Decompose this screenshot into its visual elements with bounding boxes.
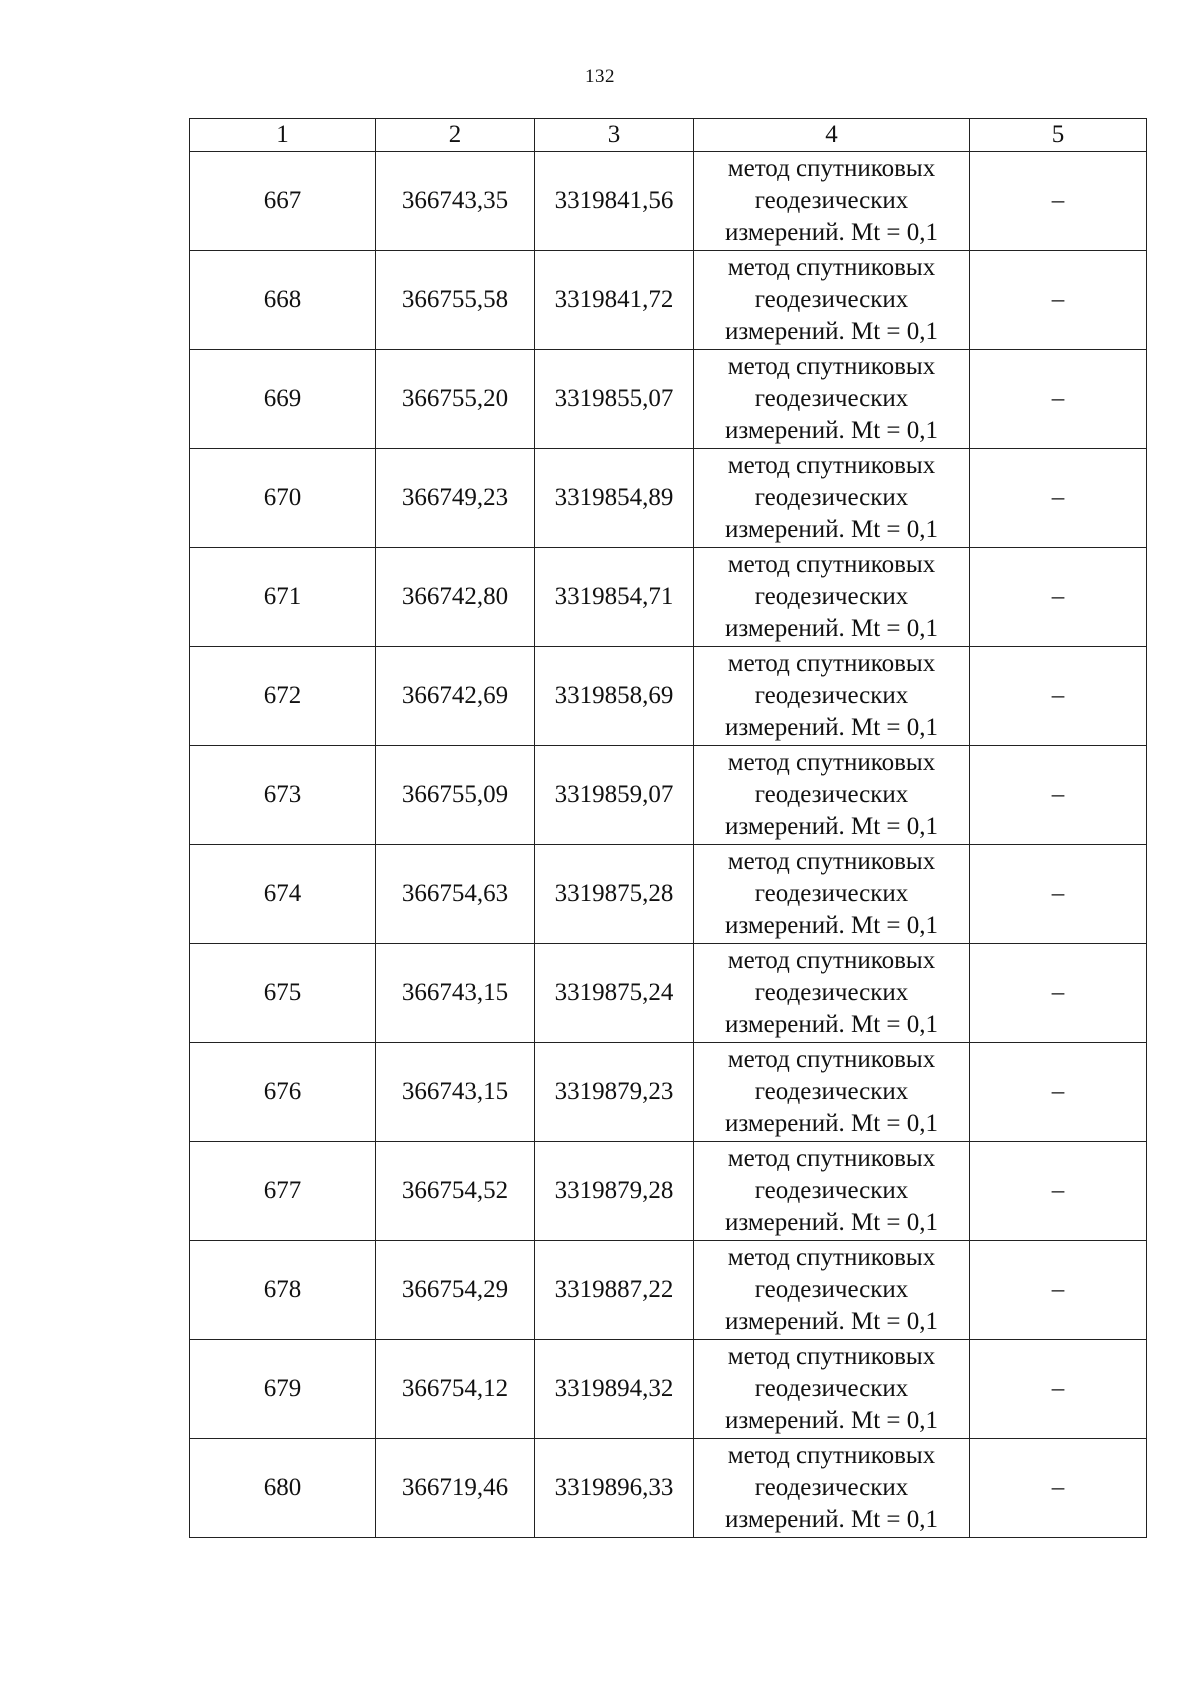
y-coordinate-cell: 3319855,07 xyxy=(535,350,694,449)
method-cell xyxy=(694,1340,970,1439)
method-cell xyxy=(694,1439,970,1538)
method-text-line: геодезических xyxy=(754,682,909,709)
table-row xyxy=(190,251,1147,350)
table-row xyxy=(190,1043,1147,1142)
point-number-cell: 673 xyxy=(190,746,376,845)
x-coordinate-cell: 366755,20 xyxy=(376,350,535,449)
y-coordinate-cell: 3319875,24 xyxy=(535,944,694,1043)
table-row xyxy=(190,1340,1147,1439)
method-text-line: измерений. Mt = 0,1 xyxy=(724,516,939,543)
y-coordinate-cell: 3319896,33 xyxy=(535,1439,694,1538)
y-coordinate-cell: 3319887,22 xyxy=(535,1241,694,1340)
point-number-cell: 677 xyxy=(190,1142,376,1241)
method-text-line: измерений. Mt = 0,1 xyxy=(724,813,939,840)
point-number-cell: 672 xyxy=(190,647,376,746)
note-cell: – xyxy=(970,449,1147,548)
point-number-cell: 676 xyxy=(190,1043,376,1142)
method-text-line: метод спутниковых xyxy=(727,650,936,677)
method-cell xyxy=(694,548,970,647)
table-row xyxy=(190,1439,1147,1538)
method-cell xyxy=(694,1241,970,1340)
method-cell xyxy=(694,746,970,845)
point-number-cell: 679 xyxy=(190,1340,376,1439)
method-text-line: измерений. Mt = 0,1 xyxy=(724,714,939,741)
y-coordinate-cell: 3319879,23 xyxy=(535,1043,694,1142)
method-cell xyxy=(694,251,970,350)
method-cell xyxy=(694,845,970,944)
method-text-line: геодезических xyxy=(754,484,909,511)
method-text-line: геодезических xyxy=(754,880,909,907)
x-coordinate-cell: 366743,15 xyxy=(376,1043,535,1142)
point-number-cell: 667 xyxy=(190,152,376,251)
method-text-line: геодезических xyxy=(754,385,909,412)
method-text-line: измерений. Mt = 0,1 xyxy=(724,1407,939,1434)
method-cell xyxy=(694,944,970,1043)
method-text-line: метод спутниковых xyxy=(727,848,936,875)
y-coordinate-cell: 3319841,72 xyxy=(535,251,694,350)
header-col-2: 2 xyxy=(376,119,535,152)
header-col-5: 5 xyxy=(970,119,1147,152)
method-text-line: геодезических xyxy=(754,781,909,808)
x-coordinate-cell: 366719,46 xyxy=(376,1439,535,1538)
method-text-line: метод спутниковых xyxy=(727,353,936,380)
header-col-1: 1 xyxy=(190,119,376,152)
method-text-line: геодезических xyxy=(754,1078,909,1105)
note-cell: – xyxy=(970,1439,1147,1538)
method-cell xyxy=(694,1043,970,1142)
method-text-line: геодезических xyxy=(754,1276,909,1303)
x-coordinate-cell: 366754,63 xyxy=(376,845,535,944)
method-text-line: метод спутниковых xyxy=(727,749,936,776)
point-number-cell: 680 xyxy=(190,1439,376,1538)
note-cell: – xyxy=(970,152,1147,251)
y-coordinate-cell: 3319858,69 xyxy=(535,647,694,746)
method-text-line: измерений. Mt = 0,1 xyxy=(724,1110,939,1137)
note-cell: – xyxy=(970,1241,1147,1340)
point-number-cell: 669 xyxy=(190,350,376,449)
method-text-line: геодезических xyxy=(754,1375,909,1402)
method-text-line: измерений. Mt = 0,1 xyxy=(724,219,939,246)
note-cell: – xyxy=(970,1340,1147,1439)
method-text-line: измерений. Mt = 0,1 xyxy=(724,1011,939,1038)
table-row xyxy=(190,1241,1147,1340)
page-number: 132 xyxy=(585,66,615,87)
table-row xyxy=(190,845,1147,944)
x-coordinate-cell: 366755,58 xyxy=(376,251,535,350)
table-row xyxy=(190,152,1147,251)
method-cell xyxy=(694,449,970,548)
method-text-line: измерений. Mt = 0,1 xyxy=(724,1209,939,1236)
table-row xyxy=(190,944,1147,1043)
header-col-3: 3 xyxy=(535,119,694,152)
table-row xyxy=(190,647,1147,746)
method-text-line: метод спутниковых xyxy=(727,1244,936,1271)
note-cell: – xyxy=(970,1142,1147,1241)
table-row xyxy=(190,746,1147,845)
y-coordinate-cell: 3319854,89 xyxy=(535,449,694,548)
method-text-line: измерений. Mt = 0,1 xyxy=(724,615,939,642)
point-number-cell: 670 xyxy=(190,449,376,548)
x-coordinate-cell: 366742,69 xyxy=(376,647,535,746)
y-coordinate-cell: 3319841,56 xyxy=(535,152,694,251)
y-coordinate-cell: 3319894,32 xyxy=(535,1340,694,1439)
method-cell xyxy=(694,647,970,746)
point-number-cell: 671 xyxy=(190,548,376,647)
method-text-line: измерений. Mt = 0,1 xyxy=(724,912,939,939)
point-number-cell: 678 xyxy=(190,1241,376,1340)
x-coordinate-cell: 366749,23 xyxy=(376,449,535,548)
y-coordinate-cell: 3319859,07 xyxy=(535,746,694,845)
method-text-line: метод спутниковых xyxy=(727,452,936,479)
method-text-line: геодезических xyxy=(754,1474,909,1501)
method-text-line: измерений. Mt = 0,1 xyxy=(724,318,939,345)
y-coordinate-cell: 3319875,28 xyxy=(535,845,694,944)
method-text-line: геодезических xyxy=(754,187,909,214)
method-cell xyxy=(694,1142,970,1241)
method-text-line: метод спутниковых xyxy=(727,1442,936,1469)
x-coordinate-cell: 366742,80 xyxy=(376,548,535,647)
note-cell: – xyxy=(970,251,1147,350)
y-coordinate-cell: 3319879,28 xyxy=(535,1142,694,1241)
note-cell: – xyxy=(970,647,1147,746)
method-text-line: метод спутниковых xyxy=(727,1046,936,1073)
point-number-cell: 668 xyxy=(190,251,376,350)
note-cell: – xyxy=(970,1043,1147,1142)
method-text-line: измерений. Mt = 0,1 xyxy=(724,1308,939,1335)
x-coordinate-cell: 366755,09 xyxy=(376,746,535,845)
header-row xyxy=(190,119,1147,152)
method-cell xyxy=(694,350,970,449)
note-cell: – xyxy=(970,350,1147,449)
point-number-cell: 675 xyxy=(190,944,376,1043)
method-text-line: измерений. Mt = 0,1 xyxy=(724,1506,939,1533)
method-text-line: метод спутниковых xyxy=(727,1145,936,1172)
note-cell: – xyxy=(970,548,1147,647)
y-coordinate-cell: 3319854,71 xyxy=(535,548,694,647)
table-row xyxy=(190,548,1147,647)
note-cell: – xyxy=(970,746,1147,845)
coordinates-table xyxy=(189,118,1147,1538)
method-text-line: измерений. Mt = 0,1 xyxy=(724,417,939,444)
table-row xyxy=(190,449,1147,548)
method-text-line: метод спутниковых xyxy=(727,155,936,182)
x-coordinate-cell: 366743,35 xyxy=(376,152,535,251)
method-text-line: геодезических xyxy=(754,979,909,1006)
method-cell xyxy=(694,152,970,251)
x-coordinate-cell: 366754,29 xyxy=(376,1241,535,1340)
method-text-line: метод спутниковых xyxy=(727,1343,936,1370)
note-cell: – xyxy=(970,944,1147,1043)
method-text-line: метод спутниковых xyxy=(727,551,936,578)
x-coordinate-cell: 366743,15 xyxy=(376,944,535,1043)
method-text-line: геодезических xyxy=(754,583,909,610)
table-header xyxy=(190,119,1147,152)
method-text-line: геодезических xyxy=(754,1177,909,1204)
point-number-cell: 674 xyxy=(190,845,376,944)
x-coordinate-cell: 366754,52 xyxy=(376,1142,535,1241)
table-row xyxy=(190,350,1147,449)
note-cell: – xyxy=(970,845,1147,944)
method-text-line: метод спутниковых xyxy=(727,947,936,974)
header-col-4: 4 xyxy=(694,119,970,152)
method-text-line: геодезических xyxy=(754,286,909,313)
table-body xyxy=(190,152,1147,1538)
x-coordinate-cell: 366754,12 xyxy=(376,1340,535,1439)
method-text-line: метод спутниковых xyxy=(727,254,936,281)
table-row xyxy=(190,1142,1147,1241)
